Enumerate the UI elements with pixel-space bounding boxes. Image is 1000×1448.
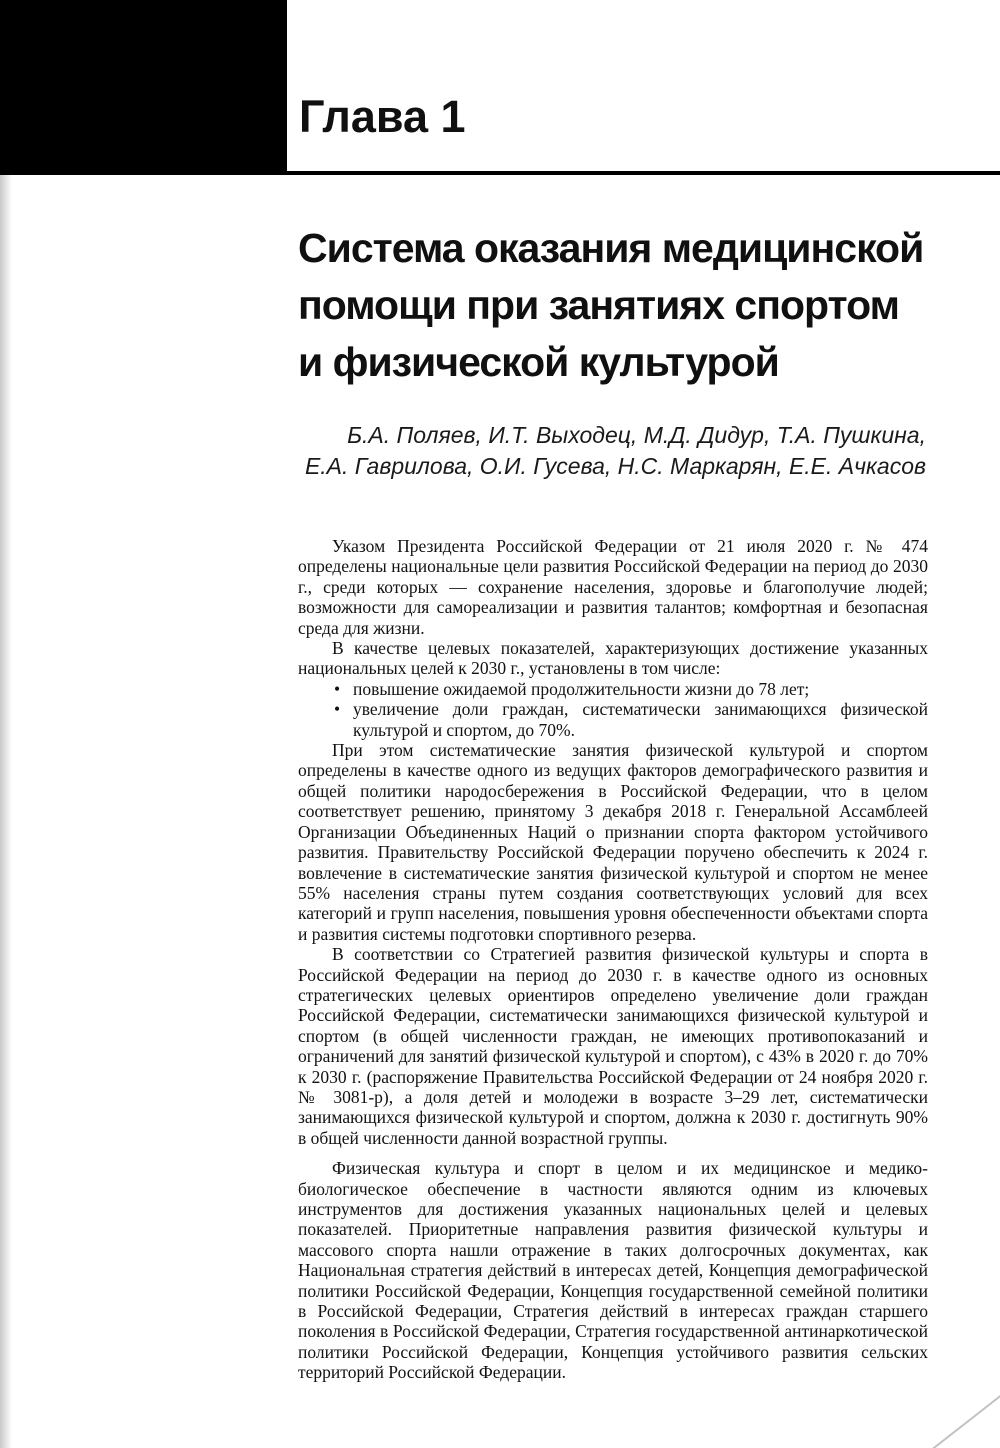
chapter-title xyxy=(298,220,923,391)
chapter-header-rule xyxy=(0,171,1000,175)
authors-line-1: Б.А. Поляев, И.Т. Выходец, М.Д. Дидур, Т.А. Пушкина, xyxy=(347,422,926,448)
list-item-text: увеличение доли граждан, систематически занимающихся физической культурой и спортом, до 70%. xyxy=(353,699,928,740)
paragraph-strategy-2030: В соответствии со Стратегией развития физической культуры и спорта в Российской Федерации на период до 2030 г. в качестве одного из основных стратегических целевых ориентиров определено увеличение доли граждан Российской Федерации, систематически занимающихся физической культурой и спортом (в общей численности граждан, не имеющих противопоказаний и ограничений для занятий физической культурой и спортом), с 43% в 2020 г. до 70% к 2030 г. (распоряжение Правительства Российской Федерации от 24 ноября 2020 г. № 3081-р), а доля детей и молодежи в возрасте 3–29 лет, систематически занимающихся физической культурой и спортом, должна к 2030 г. достигнуть 90% в общей численности данной возрастной группы. xyxy=(298,944,928,1148)
chapter-title-line-3: и физической культурой xyxy=(298,339,779,385)
paragraph-targets-intro: В качестве целевых показателей, характеризующих достижение указанных национальных целей к 2030 г., установлены в том числе: xyxy=(298,638,928,679)
chapter-title-line-2: помощи при занятиях спортом xyxy=(298,282,899,328)
authors xyxy=(298,420,926,482)
page-edge-shadow xyxy=(0,0,12,1448)
chapter-header-block xyxy=(0,0,287,175)
authors-line-2: Е.А. Гаврилова, О.И. Гусева, Н.С. Маркарян, Е.Е. Ачкасов xyxy=(304,453,926,479)
bullet-icon: • xyxy=(334,699,341,720)
paragraph-key-instruments: Физическая культура и спорт в целом и их медицинское и медико-биологическое обеспечение в частности являются одним из ключевых инструментов для достижения указанных национальных целей и целевых показателей. Приоритетные направления развития физической культуры и массового спорта нашли отражение в таких долгосрочных документах, как Национальная стратегия действий в интересах детей, Концепция демографической политики Российской Федерации, Концепция государственной семейной политики в Российской Федерации, Стратегия действий в интересах граждан старшего поколения в Российской Федерации, Стратегия государственной антинаркотической политики Российской Федерации, Концепция устойчивого развития сельских территорий Российской Федерации. xyxy=(298,1158,928,1383)
paragraph-un-resolution: При этом систематические занятия физической культурой и спортом определены в качестве одного из ведущих факторов демографического развития и общей политики народосбережения в Российской Федерации, что в целом соответствует решению, принятому 3 декабря 2018 г. Генеральной Ассамблеей Организации Объединенных Наций о признании спорта фактором устойчивого развития. Правительству Российской Федерации поручено обеспечить к 2024 г. вовлечение в систематические занятия физической культурой и спортом не менее 55% населения страны путем создания соответствующих условий для всех категорий и групп населения, повышения уровня обеспеченности объектами спорта и развития системы подготовки спортивного резерва. xyxy=(298,740,928,944)
chapter-number: Глава 1 xyxy=(299,91,466,142)
list-item-text: повышение ожидаемой продолжительности жизни до 78 лет; xyxy=(353,678,810,699)
targets-list xyxy=(298,679,928,740)
list-item xyxy=(332,679,928,699)
body-text xyxy=(298,536,928,1383)
chapter-title-line-1: Система оказания медицинской xyxy=(298,225,924,271)
paragraph-decree: Указом Президента Российской Федерации от 21 июля 2020 г. № 474 определены национальные цели развития Российской Федерации на период до 2030 г., среди которых — сохранение населения, здоровье и благополучие людей; возможности для самореализации и развития талантов; комфортная и безопасная среда для жизни. xyxy=(298,536,928,638)
list-item xyxy=(332,699,928,740)
page-corner-curl xyxy=(901,1392,1000,1448)
bullet-icon: • xyxy=(334,678,341,699)
